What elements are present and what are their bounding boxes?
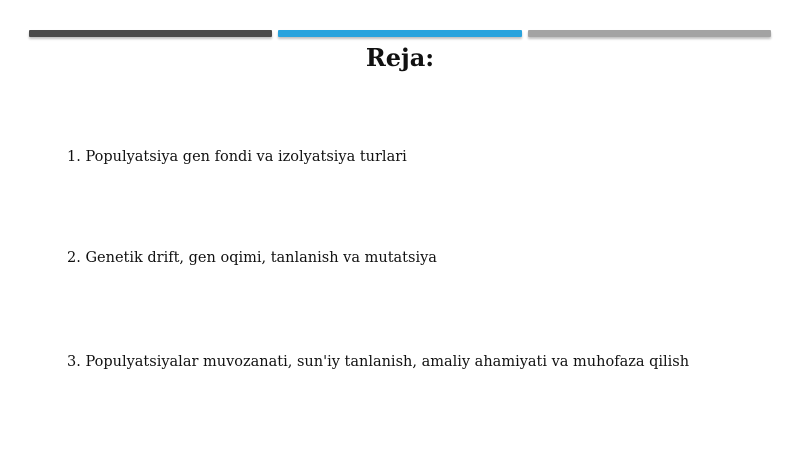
plan-item: 1. Populyatsiya gen fondi va izolyatsiya turlari xyxy=(67,149,407,165)
slide-title: Reja: xyxy=(365,43,435,72)
accent-bar-right xyxy=(528,30,771,37)
accent-bar-left xyxy=(29,30,272,37)
plan-item: 3. Populyatsiyalar muvozanati, sun'iy tanlanish, amaliy ahamiyati va muhofaza qilish xyxy=(67,354,690,370)
plan-item: 2. Genetik drift, gen oqimi, tanlanish va mutatsiya xyxy=(67,250,437,266)
accent-bar-middle xyxy=(278,30,522,37)
